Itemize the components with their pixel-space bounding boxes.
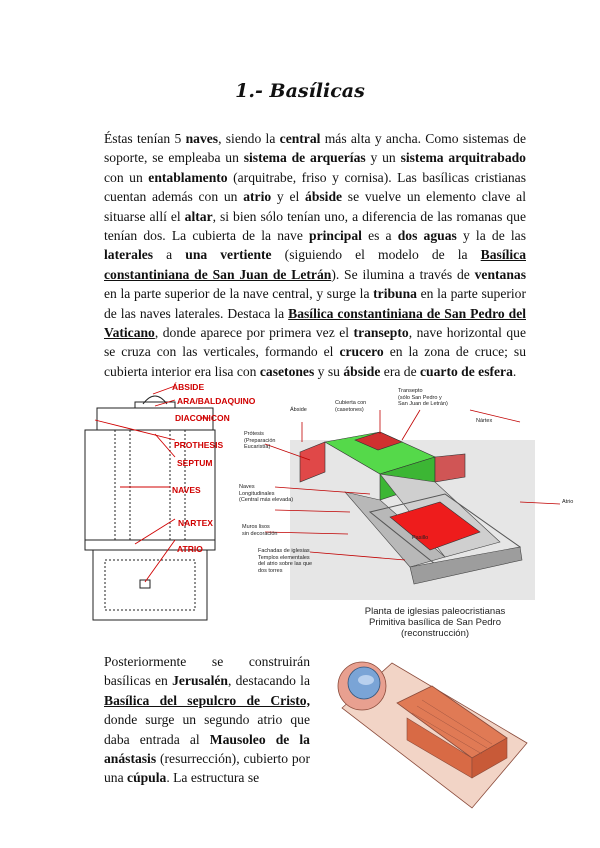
paragraph1-run: en la parte superior de las naves laterales. Destaca la	[104, 286, 526, 321]
recon-label-muros: Muros lisos sin decoración	[242, 524, 278, 537]
paragraph1-run: más alta y ancha. Como sistemas de soporte, se empleaba un	[104, 131, 526, 166]
paragraph1-run: Éstas tenían 5	[104, 131, 186, 146]
recon-label-fachada: Fachadas de iglesias Templos elementales del atrio sobre las que dos torres	[258, 548, 313, 574]
paragraph1-run: es a	[361, 228, 398, 244]
paragraph1-run: , siendo la	[218, 131, 280, 146]
paragraph1-run: atrio	[243, 189, 272, 205]
paragraph1-run: , donde aparece por primera vez el	[154, 325, 354, 341]
plan-label-abside: ÁBSIDE	[172, 382, 205, 392]
paragraph1-run: sistema de arquerías	[243, 150, 366, 166]
paragraph2-run: Posteriormente se construirán basílicas en	[104, 654, 310, 689]
paragraph1-run: naves	[185, 131, 219, 146]
paragraph1-run: cuarto de esfera	[420, 363, 513, 379]
plan-label-prothesis: PROTHESIS	[174, 440, 224, 450]
recon-label-atrio: Atrio	[562, 499, 574, 505]
figure-caption	[335, 606, 535, 639]
paragraph1-run: (siguiendo el modelo de la	[271, 247, 481, 263]
paragraph-jerusalen	[104, 652, 310, 788]
paragraph1-run: Basílica constantiniana de San Juan de Letrán	[104, 247, 526, 282]
paragraph1-run: con un	[104, 169, 149, 185]
plan-label-diaconicon: DIACONICON	[175, 413, 230, 423]
caption-line-1: Planta de iglesias paleocristianas	[364, 606, 506, 617]
paragraph1-run: crucero	[339, 344, 384, 360]
paragraph1-run: sistema arquitrabado	[400, 150, 526, 166]
paragraph1-run: ventanas	[474, 266, 526, 282]
paragraph1-run: en la zona de cruce; su cubierta interior era lisa con	[104, 344, 527, 379]
paragraph2-run: . La estructura se	[166, 770, 260, 786]
recon-label-cubierta: Cubierta con (casetones)	[335, 400, 367, 413]
caption-line-2: Primitiva basílica de San Pedro	[368, 617, 501, 628]
paragraph1-run: ábside	[343, 363, 381, 379]
recon-label-naves: Naves Longitudinales (Central más elevada)	[239, 484, 294, 503]
paragraph2-run: cúpula	[127, 770, 167, 786]
holy-sepulchre-illustration	[322, 648, 532, 818]
paragraph1-run: , si bien sólo tenían uno, a diferencia de las romanas que tenían dos. La cubierta de la nave	[104, 208, 526, 244]
paragraph1-run: en la parte superior de la nave central, y surge la	[104, 286, 374, 302]
paragraph1-run: casetones	[259, 363, 315, 379]
paragraph2-run: Jerusalén	[172, 673, 228, 689]
paragraph1-run: (arquitrabe, friso y cornisa). Las basílicas cristianas cuentan además con un	[104, 169, 526, 205]
paragraph2-run: (resurrección), cubierto por una	[104, 751, 310, 786]
paragraph1-run: .	[512, 363, 517, 379]
caption-line-3: (reconstrucción)	[400, 628, 470, 639]
paragraph2-run: , destacando la	[227, 673, 310, 689]
paragraph1-run: principal	[309, 228, 362, 244]
paragraph1-run: entablamento	[148, 169, 228, 185]
paragraph1-run: se vuelve un elemento clave al situarse allí el	[104, 189, 526, 224]
paragraph1-run: dos aguas	[397, 228, 457, 244]
paragraph2-run: donde surge un segundo atrio que daba entrada al	[104, 712, 310, 747]
san-pedro-reconstruction	[230, 382, 580, 644]
paragraph1-run: era de	[380, 363, 421, 379]
paragraph2-run: Mausoleo de la anástasis	[104, 731, 310, 767]
page-title: 1.- Basílicas	[235, 80, 365, 102]
plan-label-nartex: NARTEX	[178, 518, 213, 528]
paragraph1-run: Basílica constantiniana de San Pedro del Vaticano	[104, 305, 526, 341]
paragraph1-run: y el	[271, 189, 306, 205]
paragraph1-run: y la de las	[456, 228, 526, 244]
paragraph1-run: tribuna	[373, 286, 417, 302]
paragraph1-run: transepto	[353, 325, 409, 341]
paragraph2-run: Basílica del sepulcro de Cristo,	[104, 692, 310, 708]
recon-label-prothesis: Prótesis (Preparación Eucaristía)	[244, 431, 276, 450]
paragraph-basilicas	[104, 129, 526, 381]
plan-label-septum: SEPTUM	[177, 458, 213, 468]
paragraph1-run: una vertiente	[185, 247, 272, 263]
recon-label-narthex: Nártex	[476, 418, 493, 424]
paragraph1-run: laterales	[104, 247, 154, 263]
paragraph1-run: central	[279, 131, 321, 146]
paragraph1-run: ábside	[305, 189, 343, 205]
paragraph1-run: y un	[365, 150, 401, 166]
paragraph1-run: altar	[184, 208, 213, 224]
plan-label-atrio: ATRIO	[177, 544, 203, 554]
plan-label-ara: ARA/BALDAQUINO	[177, 396, 256, 406]
recon-label-pasillo: Pasillo	[412, 535, 429, 541]
paragraph1-run: y su	[314, 363, 344, 379]
paragraph1-run: ). Se ilumina a través de	[331, 266, 475, 282]
plan-label-naves: NAVES	[172, 485, 201, 495]
recon-label-abside: Ábside	[290, 407, 307, 413]
paragraph1-run: a	[153, 247, 186, 263]
paragraph1-run: , nave horizontal que se cruza con las verticales, formando el	[104, 325, 526, 360]
recon-label-transepto: Transepto (sólo San Pedro y San Juan de Letrán)	[398, 388, 448, 407]
